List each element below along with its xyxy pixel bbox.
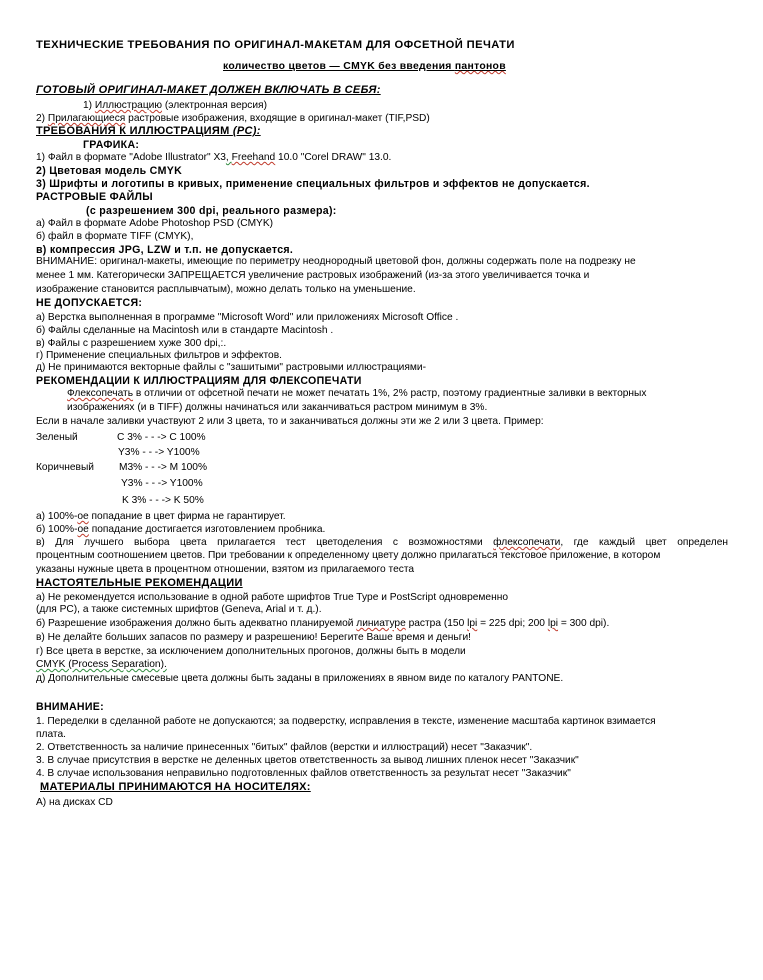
flexo-line-1-text: в отличии от офсетной печати не может печатать 1%, 2% растр, поэтому градиентные заливки в векторных <box>133 388 647 399</box>
urgent-item-d-1: г) Все цвета в верстке, за исключением дополнительных прогонов, должны быть в модели <box>36 646 466 657</box>
flexo-note-b <box>36 524 325 536</box>
flexo-note-c-line-3: указаны нужные цвета в процентном отношении, взятом из прилагаемого теста <box>36 564 415 575</box>
graphics-item-1-text: 1) Файл в формате "Adobe Illustrator" X3 <box>36 152 226 163</box>
attention-item-3: 3. В случае присутствия в верстке не деленных цветов ответственность за вывод лишних пленок несет "Заказчик" <box>36 755 579 766</box>
ready-item-1-word: Иллюстрацию <box>94 100 162 111</box>
not-item-b: б) Файлы сделанные на Macintosh или в стандарте Macintosh . <box>36 325 334 336</box>
heading-illustration-requirements <box>36 125 261 137</box>
flexo-note-a <box>36 511 286 523</box>
graphics-item-1 <box>36 152 391 164</box>
heading-flexo: РЕКОМЕНДАЦИИ К ИЛЛЮСТРАЦИЯМ ДЛЯ ФЛЕКСОПЕЧАТИ <box>36 375 362 387</box>
ready-item-2-word: Прилагающиеся <box>47 113 126 124</box>
flexo-note-c-tail: , где каждый цвет определен <box>560 537 728 548</box>
heading-urgent-recommendations: НАСТОЯТЕЛЬНЫЕ РЕКОМЕНДАЦИИ <box>36 577 243 589</box>
not-item-a: а) Верстка выполненная в программе "Microsoft Word" или приложениях Microsoft Office . <box>36 312 459 323</box>
urgent-item-b <box>36 618 609 630</box>
heading-accepted-media: МАТЕРИАЛЫ ПРИНИМАЮТСЯ НА НОСИТЕЛЯХ: <box>40 781 311 793</box>
heading-graphics: ГРАФИКА: <box>83 139 140 151</box>
urgent-b-text-1: б) Разрешение изображения должно быть адекватно планируемой <box>36 618 357 629</box>
ready-item-1-text: (электронная версия) <box>162 100 267 111</box>
heading-raster-files: РАСТРОВЫЕ ФАЙЛЫ <box>36 191 153 203</box>
raster-note: (с разрешением 300 dpi, реального размера): <box>86 205 337 217</box>
attention-item-1-line-2: плата. <box>36 729 66 740</box>
example-green-label: Зеленый <box>36 432 78 443</box>
ready-item-2 <box>36 113 430 125</box>
heading-ready-layout: ГОТОВЫЙ ОРИГИНАЛ-МАКЕТ ДОЛЖЕН ВКЛЮЧАТЬ В СЕБЯ: <box>36 84 381 96</box>
flexo-note-c-text: в) Для лучшего выбора цвета прилагается тест цветоделения с возможностями <box>36 537 494 548</box>
urgent-b-word-1: линиатуре <box>356 618 406 629</box>
urgent-b-text-4: = 300 dpi). <box>558 618 610 629</box>
media-item-a: А) на дисках CD <box>36 797 113 808</box>
flexo-note-b-pre: б) 100%- <box>36 524 78 535</box>
raster-item-b: б) файл в формате TIFF (CMYK), <box>36 231 194 242</box>
urgent-item-a-2: (для PC), а также системных шрифтов (Geneva, Arial и т. д.). <box>36 604 322 615</box>
attention-item-1-line-1: 1. Переделки в сделанной работе не допускаются; за подверстку, исправления в тексте, изменение масштаба картинок взимается <box>36 716 656 727</box>
urgent-b-word-2: lpi <box>467 618 478 629</box>
flexo-line-1 <box>67 388 646 400</box>
raster-item-a: а) Файл в формате Adobe Photoshop PSD (CMYK) <box>36 218 274 229</box>
ready-item-1 <box>83 100 267 112</box>
flexo-note-a-pre: а) 100%- <box>36 511 78 522</box>
doc-title: ТЕХНИЧЕСКИЕ ТРЕБОВАНИЯ ПО ОРИГИНАЛ-МАКЕТАМ ДЛЯ ОФСЕТНОЙ ПЕЧАТИ <box>36 39 515 51</box>
warning-line-2: менее 1 мм. Категорически ЗАПРЕЩАЕТСЯ увеличение растровых изображений (из-за этого увеличивается точка и <box>36 270 590 281</box>
urgent-b-word-3: lpi <box>547 618 559 629</box>
subtitle-text: количество цветов — CMYK без введения <box>223 61 455 72</box>
ready-item-1-num: 1) <box>83 100 95 111</box>
urgent-item-e: д) Дополнительные смесевые цвета должны быть заданы в приложениях в явном виде по каталогу PANTONE. <box>36 673 564 684</box>
heading-illus-text: ТРЕБОВАНИЯ К ИЛЛЮСТРАЦИЯМ <box>36 125 233 137</box>
not-item-e: д) Не принимаются векторные файлы с "зашитыми" растровыми иллюстрациями- <box>36 362 426 373</box>
heading-attention: ВНИМАНИЕ: <box>36 701 104 713</box>
flexo-note-c-line-1 <box>36 537 728 549</box>
flexo-note-b-word: ое <box>77 524 89 535</box>
graphics-item-2: 2) Цветовая модель CMYK <box>36 165 183 177</box>
warning-line-3: изображение становится расплывчатым), можно делать только на уменьшение. <box>36 284 416 295</box>
flexo-note-a-text: попадание в цвет фирма не гарантирует. <box>88 511 286 522</box>
flexo-note-a-word: ое <box>77 511 89 522</box>
ready-item-2-num: 2) <box>36 113 48 124</box>
urgent-b-text-3: = 225 dpi; 200 <box>477 618 548 629</box>
graphics-item-1-sep: , <box>225 152 232 163</box>
doc-subtitle <box>223 61 506 73</box>
heading-illus-pc: (PC): <box>232 125 261 137</box>
warning-line-1: ВНИМАНИЕ: оригинал-макеты, имеющие по периметру неоднородный цветовой фон, должны содержать поле на подрезку не <box>36 256 636 267</box>
flexo-line-2: изображениях (и в TIFF) должны начинаться или заканчиваться растром минимум в 3%. <box>67 402 488 413</box>
subtitle-misspelled-word: пантонов <box>454 61 506 72</box>
example-brown-label: Коричневый <box>36 462 94 473</box>
flexo-word: Флексопечать <box>67 388 134 399</box>
ready-item-2-text: растровые изображения, входящие в оригинал-макет (TIF,PSD) <box>125 113 430 124</box>
flexo-note-c-line-2: процентным соотношением цветов. При требовании к определенному цвету должно прилагаться текстовое приложение, в котором <box>36 550 661 561</box>
attention-item-2: 2. Ответственность за наличие принесенных "битых" файлов (верстки и иллюстраций) несет "Заказчик". <box>36 742 533 753</box>
example-green-1: C 3% - - -> C 100% <box>117 432 206 443</box>
urgent-item-a-1: а) Не рекомендуется использование в одной работе шрифтов True Type и PostScript одновременно <box>36 592 509 603</box>
graphics-item-3: 3) Шрифты и логотипы в кривых, применение специальных фильтров и эффектов не допускается. <box>36 178 590 190</box>
flexo-line-3: Если в начале заливки участвуют 2 или 3 цвета, то и заканчиваться должны эти же 2 или 3 цвета. Пример: <box>36 416 544 427</box>
example-brown-1: M3% - - -> M 100% <box>119 462 208 473</box>
raster-item-c: в) компрессия JPG, LZW и т.п. не допускается. <box>36 244 294 256</box>
not-item-d: г) Применение специальных фильтров и эффектов. <box>36 350 282 361</box>
example-brown-2: Y3% - - -> Y100% <box>121 478 203 489</box>
urgent-item-d-2: CMYK (Process Separation). <box>36 659 167 670</box>
example-green-2: Y3% - - -> Y100% <box>118 447 200 458</box>
example-brown-3: K 3% - - -> K 50% <box>122 495 204 506</box>
urgent-b-text-2: растра (150 <box>405 618 468 629</box>
graphics-item-1-tail: 10.0 "Corel DRAW" 13.0. <box>275 152 392 163</box>
graphics-item-1-word: Freehand <box>231 152 276 163</box>
flexo-note-b-text: попадание достигается изготовлением пробника. <box>88 524 326 535</box>
not-item-c: в) Файлы с разрешением хуже 300 dpi,:. <box>36 338 227 349</box>
heading-not-allowed: НЕ ДОПУСКАЕТСЯ: <box>36 297 143 309</box>
attention-item-4: 4. В случае использования неправильно подготовленных файлов ответственность за результат несет "Заказчик" <box>36 768 571 779</box>
flexo-note-c-word: флексопечати <box>493 537 561 548</box>
urgent-item-c: в) Не делайте больших запасов по размеру и разрешению! Берегите Ваше время и деньги! <box>36 632 471 643</box>
